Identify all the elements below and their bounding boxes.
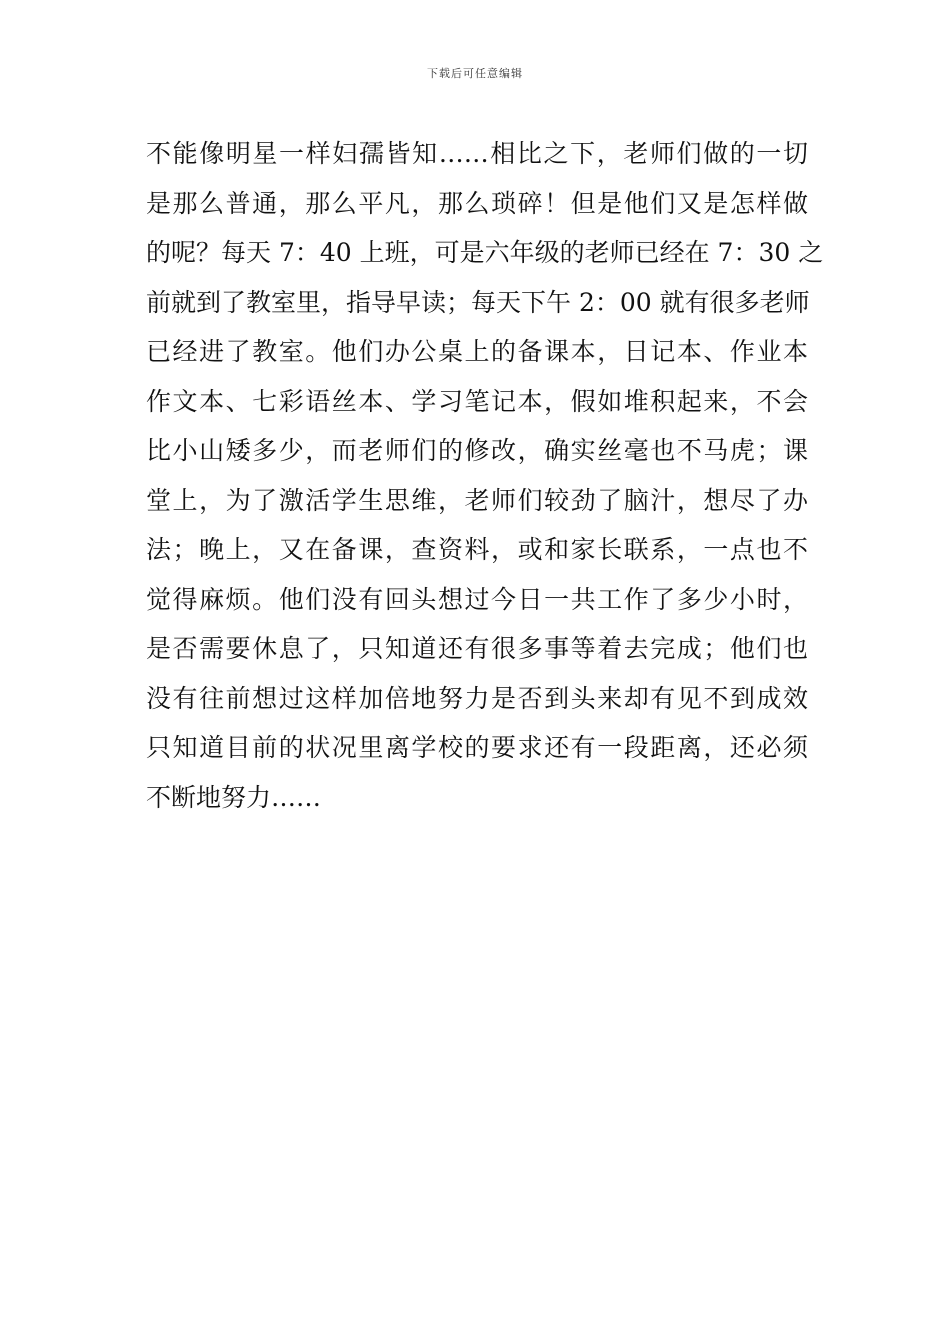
text-line: 作文本、七彩语丝本、学习笔记本，假如堆积起来，不会 <box>146 386 808 416</box>
text-line: 只知道目前的状况里离学校的要求还有一段距离，还必须 <box>146 733 808 762</box>
body-paragraph <box>146 129 824 822</box>
text-line: 觉得麻烦。他们没有回头想过今日一共工作了多少小时， <box>146 584 808 614</box>
text-line: 不能像明星一样妇孺皆知……相比之下，老师们做的一切 <box>146 139 808 168</box>
text-line: 比小山矮多少，而老师们的修改，确实丝毫也不马虎；课 <box>146 436 808 465</box>
text-line: 没有往前想过这样加倍地努力是否到头来却有见不到成效 <box>146 683 808 713</box>
text-line: 是否需要休息了，只知道还有很多事等着去完成；他们也 <box>146 634 808 663</box>
text-line: 堂上，为了激活学生思维，老师们较劲了脑汁，想尽了办 <box>146 485 808 515</box>
page-header-note: 下载后可任意编辑 <box>427 67 523 80</box>
text-line: 不断地努力…… <box>146 782 322 812</box>
text-line: 是那么普通，那么平凡，那么琐碎！但是他们又是怎样做 <box>146 188 808 218</box>
text-line: 已经进了教室。他们办公桌上的备课本，日记本、作业本 <box>146 337 808 366</box>
text-line: 的呢？每天 7：40 上班，可是六年级的老师已经在 7：30 之 <box>146 238 824 267</box>
text-line: 法；晚上，又在备课，查资料，或和家长联系，一点也不 <box>146 535 808 564</box>
text-line: 前就到了教室里，指导早读；每天下午 2：00 就有很多老师 <box>146 287 810 317</box>
